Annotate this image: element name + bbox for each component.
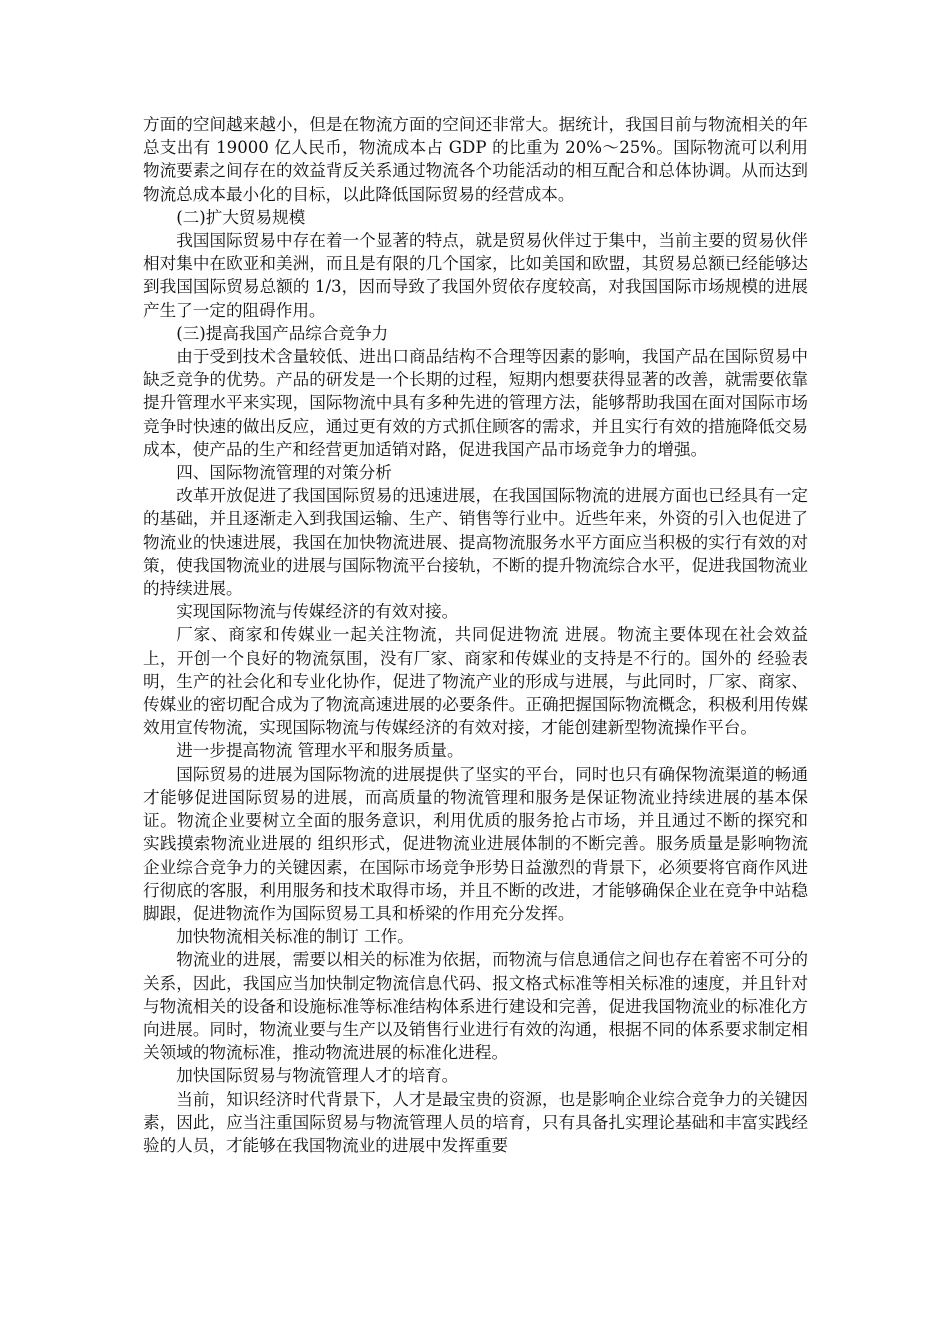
- paragraph-2: 我国国际贸易中存在着一个显著的特点，就是贸易伙伴过于集中，当前主要的贸易伙伴相对集中在欧亚和美洲，而且是有限的几个国家，比如美国和欧盟，其贸易总额已经能够达到我国国际贸易总额的 1/3，因而导致了我国外贸依存度较高，对我国国际市场规模的进展产生了一定的阻碍作用。: [143, 231, 808, 320]
- paragraph-4: 改革开放促进了我国国际贸易的迅速进展，在我国国际物流的进展方面也已经具有一定的基础，并且逐渐走入到我国运输、生产、销售等行业中。近些年来，外资的引入也促进了物流业的快速进展，我国在加快物流进展、提高物流服务水平方面应当积极的实行有效的对策，使我国物流业的进展与国际物流平台接轨，不断的提升物流综合水平，促进我国物流业的持续进展。: [143, 486, 808, 599]
- paragraph-8: 当前，知识经济时代背景下，人才是最宝贵的资源，也是影响企业综合竞争力的关键因素，因此，应当注重国际贸易与物流管理人员的培育，只有具备扎实理论基础和丰富实践经验的人员，才能够在我国物流业的进展中发挥重要: [143, 1089, 808, 1155]
- section-heading-competitiveness: (三)提高我国产品综合竞争力: [176, 323, 389, 343]
- paragraph-1: 方面的空间越来越小，但是在物流方面的空间还非常大。据统计，我国目前与物流相关的年总支出有 19000 亿人民币，物流成本占 GDP 的比重为 20%～25%。国际物流可以利用物流要素之间存在的效益背反关系通过物流各个功能活动的相互配合和总体协调。从而达到物流总成本最小化的目标，以此降低国际贸易的经营成本。: [143, 115, 808, 204]
- subheading-talent: 加快国际贸易与物流管理人才的培育。: [176, 1066, 459, 1086]
- paragraph-5: 厂家、商家和传媒业一起关注物流，共同促进物流 进展。物流主要体现在社会效益上，开创一个良好的物流氛围，没有厂家、商家和传媒业的支持是不行的。国外的 经验表明，生产的社会化和专业化协作，促进了物流产业的形成与进展，与此同时，厂家、商家、传媒业的密切配合成为了物流高速进展的必要条件。正确把握国际物流概念，积极利用传媒效用宣传物流，实现国际物流与传媒经济的有效对接，才能创建新型物流操作平台。: [143, 625, 808, 738]
- subheading-media-economy: 实现国际物流与传媒经济的有效对接。: [176, 602, 459, 622]
- paragraph-6: 国际贸易的进展为国际物流的进展提供了坚实的平台，同时也只有确保物流渠道的畅通才能够促进国际贸易的进展，而高质量的物流管理和服务是保证物流业持续进展的基本保证。物流企业要树立全面的服务意识，利用优质的服务抢占市场，并且通过不断的探究和 实践摸索物流业进展的 组织形式，促进物流业进展体制的不断完善。服务质量是影响物流企业综合竞争力的关键因素，在国际市场竞争形势日益激烈的背景下，必须要将官商作风进行彻底的客服，利用服务和技术取得市场，并且不断的改进，才能够确保企业在竞争中站稳脚跟，促进物流作为国际贸易工具和桥梁的作用充分发挥。: [143, 764, 808, 923]
- section-heading-countermeasures: 四、国际物流管理的对策分析: [176, 463, 392, 483]
- subheading-service-quality: 进一步提高物流 管理水平和服务质量。: [176, 741, 464, 761]
- paragraph-7: 物流业的进展，需要以相关的标准为依据，而物流与信息通信之间也存在着密不可分的关系，因此，我国应当加快制定物流信息代码、报文格式标准等相关标准的速度，并且针对与物流相关的设备和设施标准等标准结构体系进行建设和完善，促进我国物流业的标准化方向进展。同时，物流业要与生产以及销售行业进行有效的沟通，根据不同的体系要求制定相关领域的物流标准，推动物流进展的标准化进程。: [143, 950, 808, 1063]
- paragraph-3: 由于受到技术含量较低、进出口商品结构不合理等因素的影响，我国产品在国际贸易中缺乏竞争的优势。产品的研发是一个长期的过程，短期内想要获得显著的改善，就需要依靠提升管理水平来实现，国际物流中具有多种先进的管理方法，能够帮助我国在面对国际市场竞争时快速的做出反应，通过更有效的方式抓住顾客的需求，并且实行有效的措施降低交易成本，使产品的生产和经营更加适销对路，促进我国产品市场竞争力的增强。: [143, 347, 808, 459]
- section-heading-expand-trade: (二)扩大贸易规模: [176, 207, 306, 227]
- document-body: [143, 113, 808, 1157]
- subheading-standards: 加快物流相关标准的制订 工作。: [176, 927, 414, 947]
